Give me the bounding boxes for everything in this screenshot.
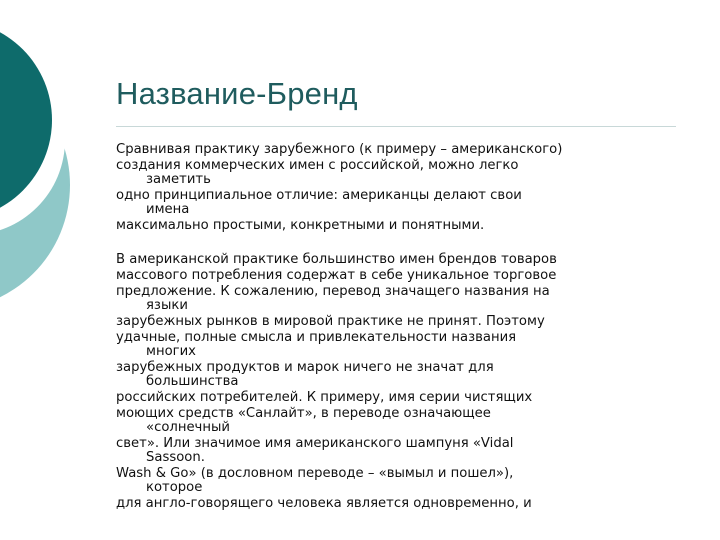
paragraph-1-line: одно принципиальное отличие: американцы делают свои [116,188,522,203]
paragraph-2-line: большинства [146,374,239,389]
slide-body [116,142,702,512]
paragraph-2-line: зарубежных рынков в мировой практике не принят. Поэтому [116,314,545,329]
slide-title: Название-Бренд [116,76,358,111]
paragraph-2-line: Wash & Go» (в дословном переводе – «вымыл и пошел»), [116,466,514,481]
paragraph-2-line: В американской практике большинство имен брендов товаров [116,252,557,267]
paragraph-1-line: Сравнивая практику зарубежного (к примеру – американского) [116,142,563,157]
paragraph-1-line: имена [146,202,190,217]
paragraph-2-line: моющих средств «Санлайт», в переводе означающее [116,406,491,421]
paragraph-gap [116,234,702,252]
paragraph-2-line: «солнечный [146,420,230,435]
paragraph-1-line: заметить [146,172,211,187]
decorative-circles [0,0,110,300]
title-divider [116,126,676,127]
paragraph-2-line: массового потребления содержат в себе уникальное торговое [116,268,557,283]
paragraph-1-line: создания коммерческих имен с российской, можно легко [116,158,519,173]
paragraph-2-line: Sassoon. [146,450,205,465]
paragraph-2-line: которое [146,480,203,495]
paragraph-2-line: для англо-говорящего человека является одновременно, и [116,496,532,511]
paragraph-1-line: максимально простыми, конкретными и понятными. [116,218,485,233]
paragraph-2-line: многих [146,344,196,359]
paragraph-2-line: свет». Или значимое имя американского шампуня «Vidal [116,436,514,451]
paragraph-2-line: языки [146,298,188,313]
paragraph-2-line: удачные, полные смысла и привлекательности названия [116,330,517,345]
paragraph-2-line: предложение. К сожалению, перевод значащего названия на [116,284,550,299]
paragraph-2-line: российских потребителей. К примеру, имя серии чистящих [116,390,533,405]
paragraph-2-line: зарубежных продуктов и марок ничего не значат для [116,360,494,375]
